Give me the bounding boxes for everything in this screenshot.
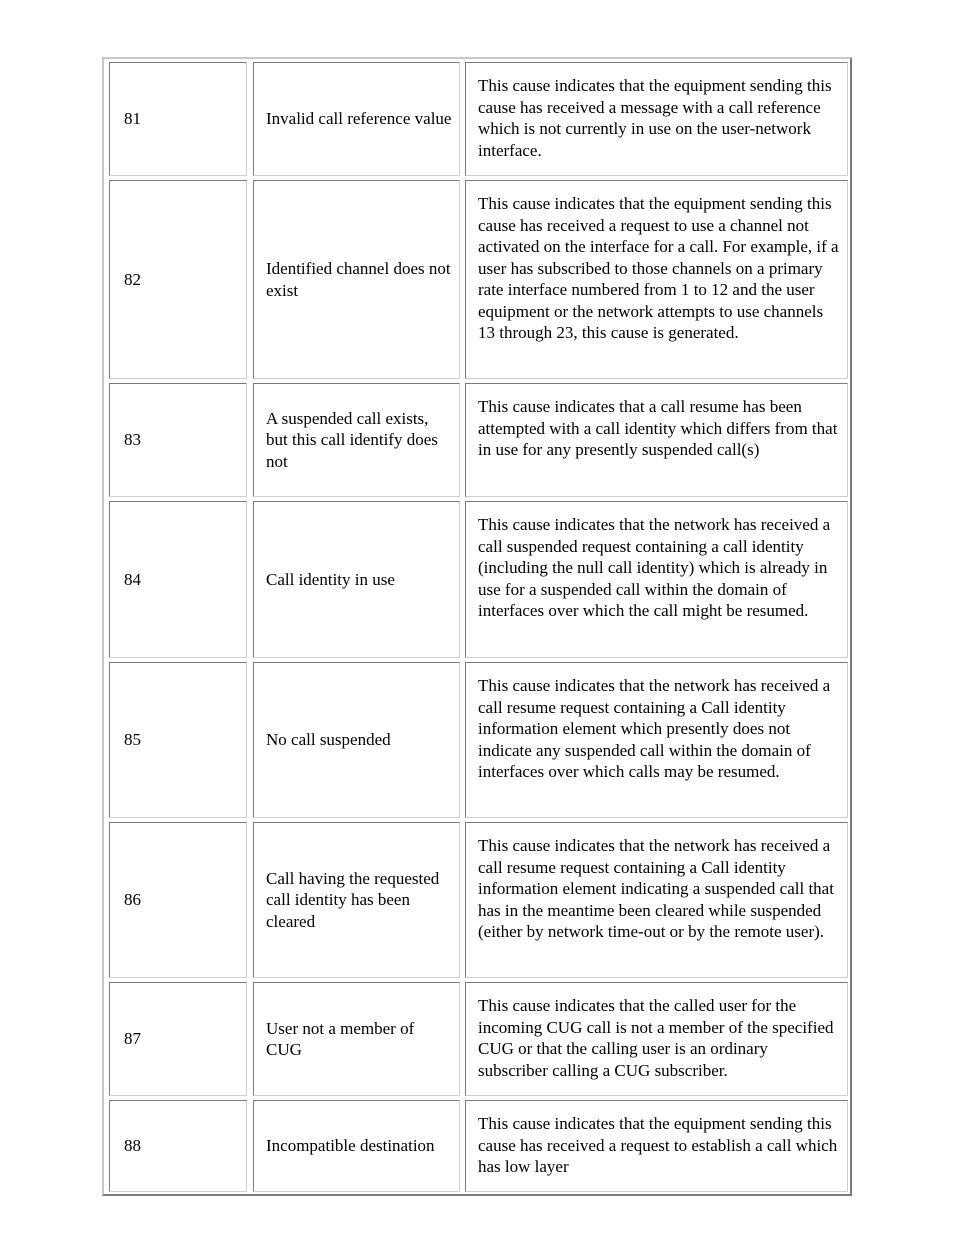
cause-description: This cause indicates that the equipment sending this cause has received a request to use a channel not activated on the interface for a call. For example, if a user has subscribed to those channels on a primary rate interface numbered from 1 to 12 and the user equipment or the network attempts to use channels 13 through 23, this cause is generated.: [478, 194, 839, 342]
cause-number: 83: [124, 430, 141, 450]
cause-description: This cause indicates that the equipment sending this cause has received a message with a call reference which is not currently in use on the user-network interface.: [478, 76, 832, 160]
cause-name-cell: [253, 982, 460, 1096]
table-row: [104, 822, 850, 978]
cause-description: This cause indicates that the called user for the incoming CUG call is not a member of the specified CUG or that the calling user is an ordinary subscriber calling a CUG subscriber.: [478, 996, 834, 1080]
cause-name: Call identity in use: [266, 569, 395, 589]
cause-number: 84: [124, 569, 141, 589]
table-row: [104, 180, 850, 379]
cause-description-cell: [465, 822, 848, 978]
cause-description: This cause indicates that a call resume has been attempted with a call identity which differs from that in use for any presently suspended call(s): [478, 397, 838, 459]
cause-name-cell: [253, 180, 460, 379]
cause-number-cell: [109, 662, 247, 818]
cause-name-cell: [253, 62, 460, 176]
cause-number-cell: [109, 822, 247, 978]
cause-name-cell: [253, 1100, 460, 1192]
cause-description: This cause indicates that the network has received a call resume request containing a Call identity information element indicating a suspended call that has in the meantime been cleared while suspended (either by network time-out or by the remote user).: [478, 836, 834, 941]
cause-number: 81: [124, 109, 141, 129]
cause-number-cell: [109, 982, 247, 1096]
cause-description: This cause indicates that the network has received a call suspended request containing a call identity (including the null call identity) which is already in use for a suspended call within the domain of interfaces over which the call might be resumed.: [478, 515, 831, 620]
cause-name: Identified channel does not exist: [266, 259, 451, 300]
cause-name: Incompatible destination: [266, 1136, 435, 1156]
cause-number: 88: [124, 1136, 141, 1156]
cause-name-cell: [253, 501, 460, 658]
cause-number-cell: [109, 62, 247, 176]
cause-description-cell: [465, 1100, 848, 1192]
table-row: [104, 662, 850, 818]
cause-description-cell: [465, 180, 848, 379]
cause-name-cell: [253, 662, 460, 818]
cause-number-cell: [109, 501, 247, 658]
cause-description-cell: [465, 501, 848, 658]
cause-number: 87: [124, 1029, 141, 1049]
cause-description-cell: [465, 383, 848, 497]
cause-description-cell: [465, 982, 848, 1096]
cause-description-cell: [465, 662, 848, 818]
cause-number: 86: [124, 890, 141, 910]
cause-name-cell: [253, 822, 460, 978]
cause-name: Invalid call reference value: [266, 109, 452, 129]
cause-number: 85: [124, 730, 141, 750]
cause-name: A suspended call exists, but this call identify does not: [266, 408, 438, 471]
cause-name: No call suspended: [266, 730, 391, 750]
table-row: [104, 383, 850, 497]
table-row: [104, 982, 850, 1096]
cause-name: User not a member of CUG: [266, 1018, 415, 1059]
cause-number: 82: [124, 269, 141, 289]
cause-number-cell: [109, 383, 247, 497]
cause-description: This cause indicates that the network has received a call resume request containing a Call identity information element which presently does not indicate any suspended call within the domain of interfaces over which calls may be resumed.: [478, 676, 831, 781]
cause-number-cell: [109, 1100, 247, 1192]
table-row: [104, 62, 850, 176]
cause-number-cell: [109, 180, 247, 379]
cause-name-cell: [253, 383, 460, 497]
cause-description: This cause indicates that the equipment sending this cause has received a request to establish a call which has low layer: [478, 1114, 838, 1176]
cause-description-cell: [465, 62, 848, 176]
table-row: [104, 1100, 850, 1192]
cause-code-table: [102, 57, 852, 1196]
cause-name: Call having the requested call identity has been cleared: [266, 868, 440, 931]
table-row: [104, 501, 850, 658]
